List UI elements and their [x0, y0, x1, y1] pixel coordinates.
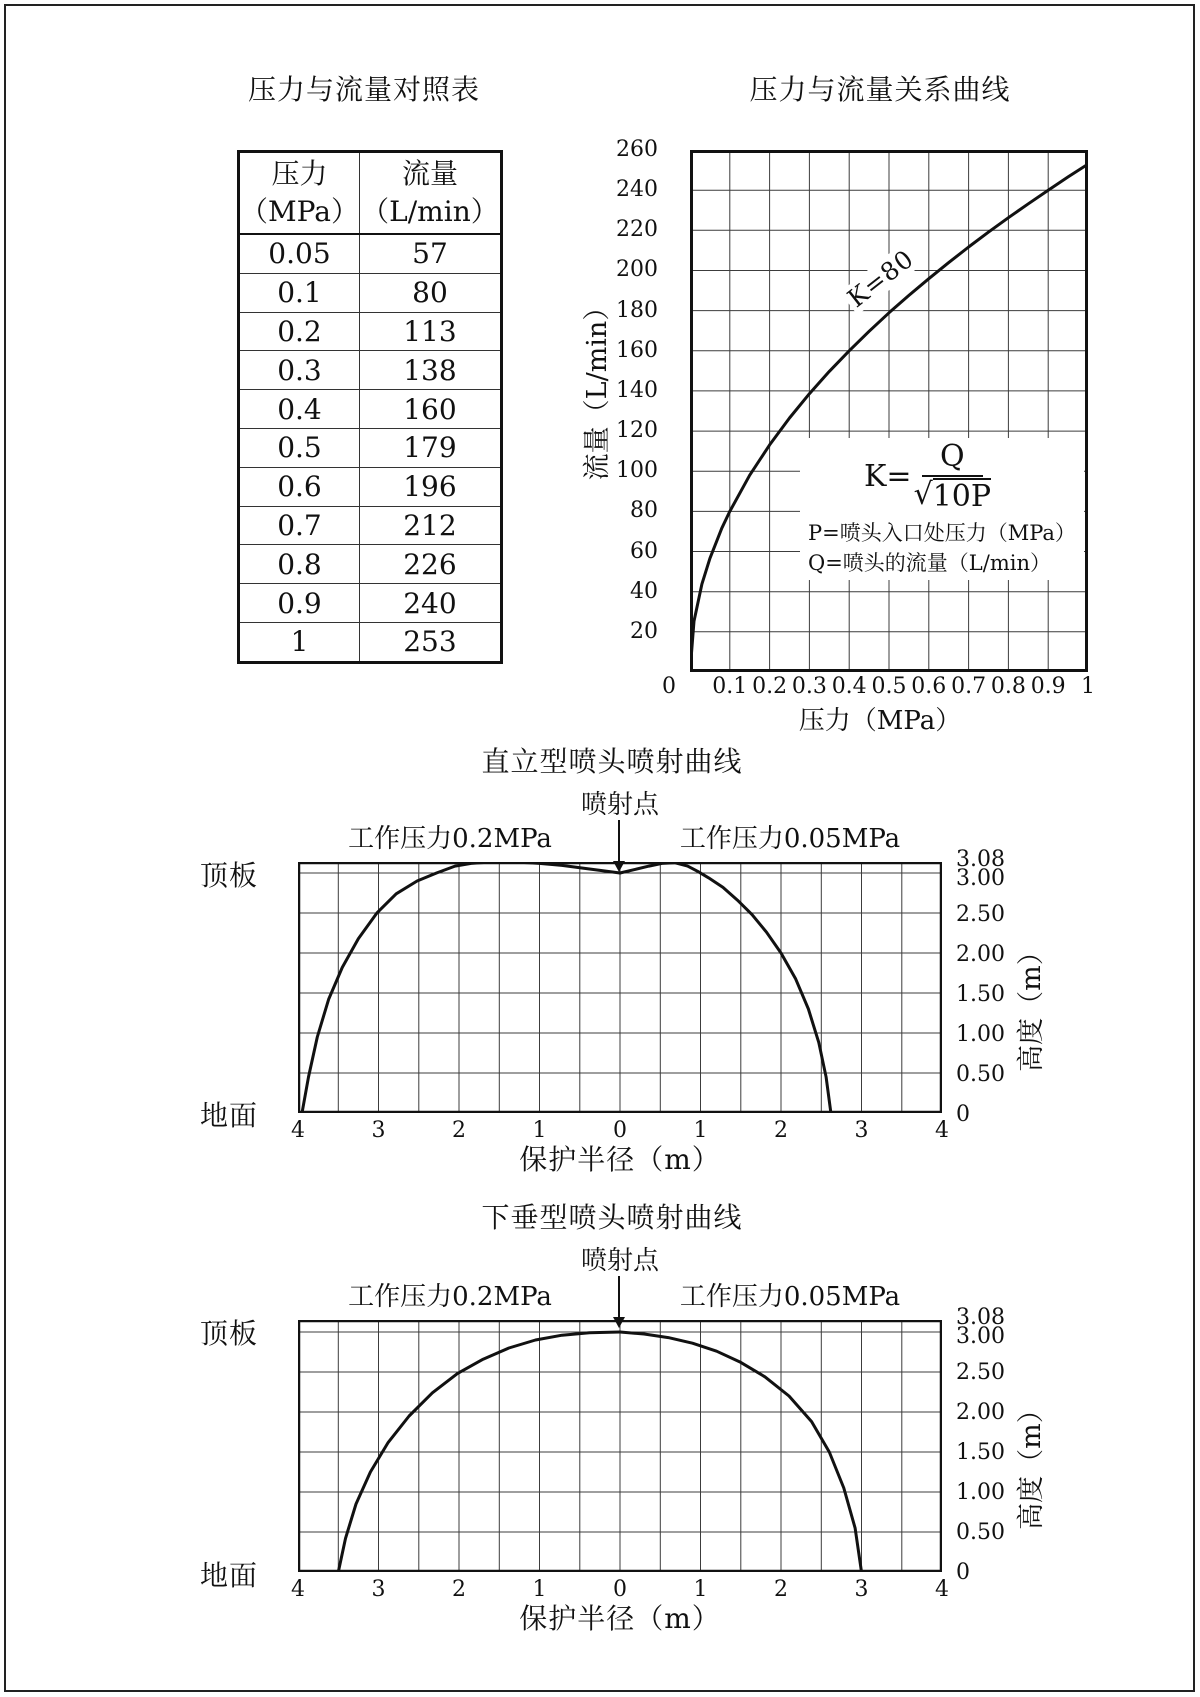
tick-label: 0 — [613, 1577, 627, 1602]
tick-label: 100 — [616, 458, 658, 484]
table-body — [239, 234, 502, 662]
tick-label: 2 — [774, 1577, 788, 1602]
tick-label: 3 — [854, 1577, 869, 1602]
tick-label: 0 — [613, 1118, 627, 1143]
table-cell: 1 — [239, 622, 360, 662]
pendent-ceiling-label: 顶板 — [200, 1317, 259, 1350]
arrow-shaft — [618, 1276, 620, 1318]
tick-label: 3.00 — [956, 866, 1005, 891]
table-cell: 179 — [359, 428, 501, 467]
col-header-flow: 流量 （L/min） — [359, 152, 501, 235]
upright-spray-point-label: 喷射点 — [580, 790, 659, 820]
pressure-axis-label: 压力（MPa） — [798, 706, 962, 736]
origin-tick: 0 — [662, 674, 676, 699]
upright-spray-plot — [298, 862, 942, 1113]
tick-label: 3.08 — [956, 847, 1005, 872]
tick-label: 2 — [452, 1577, 466, 1602]
upright-radius-axis-label: 保护半径（m） — [519, 1143, 721, 1176]
tick-label: 4 — [291, 1118, 305, 1143]
table-cell: 160 — [359, 390, 501, 429]
arrow-shaft — [618, 820, 620, 862]
tick-label: 120 — [616, 418, 658, 444]
table-row — [239, 545, 502, 584]
tick-label: 2.00 — [956, 942, 1005, 967]
table-cell: 0.6 — [239, 467, 360, 506]
col-header-pressure: 压力 （MPa） — [239, 152, 360, 235]
table-cell: 0.2 — [239, 312, 360, 351]
table-cell: 113 — [359, 312, 501, 351]
pendent-left-pressure-label: 工作压力0.2MPa — [348, 1282, 552, 1312]
tick-label: 80 — [630, 498, 658, 524]
table-row — [239, 234, 502, 273]
tick-label: 1 — [532, 1577, 547, 1602]
tick-label: 20 — [630, 618, 658, 644]
table-cell: 0.05 — [239, 234, 360, 273]
tick-label: 4 — [291, 1577, 305, 1602]
tick-label: 180 — [616, 297, 658, 323]
table-row — [239, 467, 502, 506]
table-cell: 138 — [359, 351, 501, 390]
table-cell: 212 — [359, 506, 501, 545]
tick-label: 2.50 — [956, 1360, 1005, 1385]
upright-chart-title: 直立型喷头喷射曲线 — [481, 745, 743, 778]
upright-ground-label: 地面 — [200, 1099, 259, 1132]
table-cell: 253 — [359, 622, 501, 662]
tick-label: 4 — [935, 1577, 949, 1602]
tick-label: 1.50 — [956, 1440, 1005, 1465]
tick-label: 0.7 — [951, 674, 987, 699]
pendent-right-pressure-label: 工作压力0.05MPa — [679, 1282, 901, 1312]
formula-fraction — [914, 440, 991, 514]
tick-label: 220 — [616, 217, 658, 243]
table-row — [239, 390, 502, 429]
upright-right-pressure-label: 工作压力0.05MPa — [679, 824, 901, 854]
pendent-ground-label: 地面 — [200, 1559, 259, 1592]
pendent-radius-ticks — [291, 1577, 949, 1603]
table-cell: 0.5 — [239, 428, 360, 467]
upright-left-pressure-label: 工作压力0.2MPa — [348, 824, 552, 854]
table-row — [239, 584, 502, 623]
tick-label: 1 — [1081, 674, 1095, 699]
tick-label: 2 — [452, 1118, 466, 1143]
table-cell: 57 — [359, 234, 501, 273]
formula-lhs: K= — [864, 459, 912, 494]
tick-label: 200 — [616, 257, 658, 283]
upright-ceiling-label: 顶板 — [200, 859, 259, 892]
spray-point-arrow — [613, 820, 625, 872]
tick-label: 0.1 — [712, 674, 748, 699]
tick-label: 0.50 — [956, 1520, 1005, 1545]
upright-height-ticks — [950, 847, 1020, 1127]
tick-label: 0.9 — [1030, 674, 1066, 699]
pendent-spray-plot — [298, 1320, 942, 1572]
tick-label: 60 — [630, 538, 658, 564]
tick-label: 3 — [371, 1577, 386, 1602]
tick-label: 0 — [956, 1560, 970, 1585]
upright-radius-ticks — [291, 1118, 949, 1144]
tick-label: 0.8 — [990, 674, 1026, 699]
tick-label: 0.3 — [791, 674, 827, 699]
radical-sign: √ — [913, 477, 933, 512]
table-cell: 0.4 — [239, 390, 360, 429]
arrow-head-icon — [613, 861, 625, 872]
k-formula — [864, 440, 1076, 514]
tick-label: 2.00 — [956, 1400, 1005, 1425]
upright-height-axis-label: 高度（m） — [1016, 938, 1047, 1072]
tick-label: 0.50 — [956, 1062, 1005, 1087]
tick-label: 1 — [693, 1118, 708, 1143]
pendent-spray-point-label: 喷射点 — [580, 1246, 659, 1276]
tick-label: 240 — [616, 177, 658, 203]
tick-label: 4 — [935, 1118, 949, 1143]
tick-label: 3.08 — [956, 1305, 1005, 1330]
table-cell: 0.1 — [239, 273, 360, 312]
table-cell: 240 — [359, 584, 501, 623]
formula-note-p: P=喷头入口处压力（MPa） — [808, 518, 1076, 548]
tick-label: 0.5 — [871, 674, 907, 699]
tick-label: 0.2 — [752, 674, 788, 699]
table-row — [239, 622, 502, 662]
flow-chart-title: 压力与流量关系曲线 — [749, 73, 1011, 106]
tick-label: 3 — [371, 1118, 386, 1143]
tick-label: 0 — [956, 1102, 970, 1127]
tick-label: 1.00 — [956, 1022, 1005, 1047]
pressure-axis-ticks — [690, 674, 1110, 700]
tick-label: 140 — [616, 377, 658, 403]
tick-label: 2.50 — [956, 902, 1005, 927]
curve-label-k80: K=80 — [840, 242, 922, 315]
flow-axis-label: 流量（L/min） — [582, 293, 613, 481]
table-row — [239, 312, 502, 351]
table-header-row — [239, 152, 502, 235]
tick-label: 1 — [693, 1577, 708, 1602]
pendent-height-ticks — [950, 1305, 1020, 1585]
table-title: 压力与流量对照表 — [247, 73, 480, 106]
formula-numerator: Q — [922, 440, 983, 477]
pressure-flow-plot — [690, 150, 1088, 672]
tick-label: 1 — [532, 1118, 547, 1143]
tick-label: 0.4 — [831, 674, 867, 699]
table-row — [239, 273, 502, 312]
table-cell: 0.8 — [239, 545, 360, 584]
table-row — [239, 351, 502, 390]
tick-label: 0.6 — [911, 674, 947, 699]
spray-point-arrow — [613, 1276, 625, 1328]
formula-radicand: 10P — [932, 479, 992, 514]
formula-note-q: Q=喷头的流量（L/min） — [808, 548, 1076, 578]
pendent-height-axis-label: 高度（m） — [1016, 1396, 1047, 1530]
tick-label: 40 — [630, 578, 658, 604]
table-cell: 0.3 — [239, 351, 360, 390]
table-row — [239, 506, 502, 545]
tick-label: 1.50 — [956, 982, 1005, 1007]
table-cell: 0.9 — [239, 584, 360, 623]
table-cell: 0.7 — [239, 506, 360, 545]
table-cell: 196 — [359, 467, 501, 506]
tick-label: 3.00 — [956, 1324, 1005, 1349]
table-cell: 226 — [359, 545, 501, 584]
arrow-head-icon — [613, 1317, 625, 1328]
tick-label: 3 — [854, 1118, 869, 1143]
pendent-chart-title: 下垂型喷头喷射曲线 — [481, 1201, 743, 1234]
tick-label: 1.00 — [956, 1480, 1005, 1505]
formula-denominator — [914, 477, 991, 514]
k-formula-block — [800, 438, 1084, 580]
tick-label: 160 — [616, 337, 658, 363]
table-cell: 80 — [359, 273, 501, 312]
table-row — [239, 428, 502, 467]
tick-label: 2 — [774, 1118, 788, 1143]
pressure-flow-table — [237, 150, 503, 664]
tick-label: 260 — [616, 137, 658, 162]
pendent-radius-axis-label: 保护半径（m） — [519, 1602, 721, 1635]
